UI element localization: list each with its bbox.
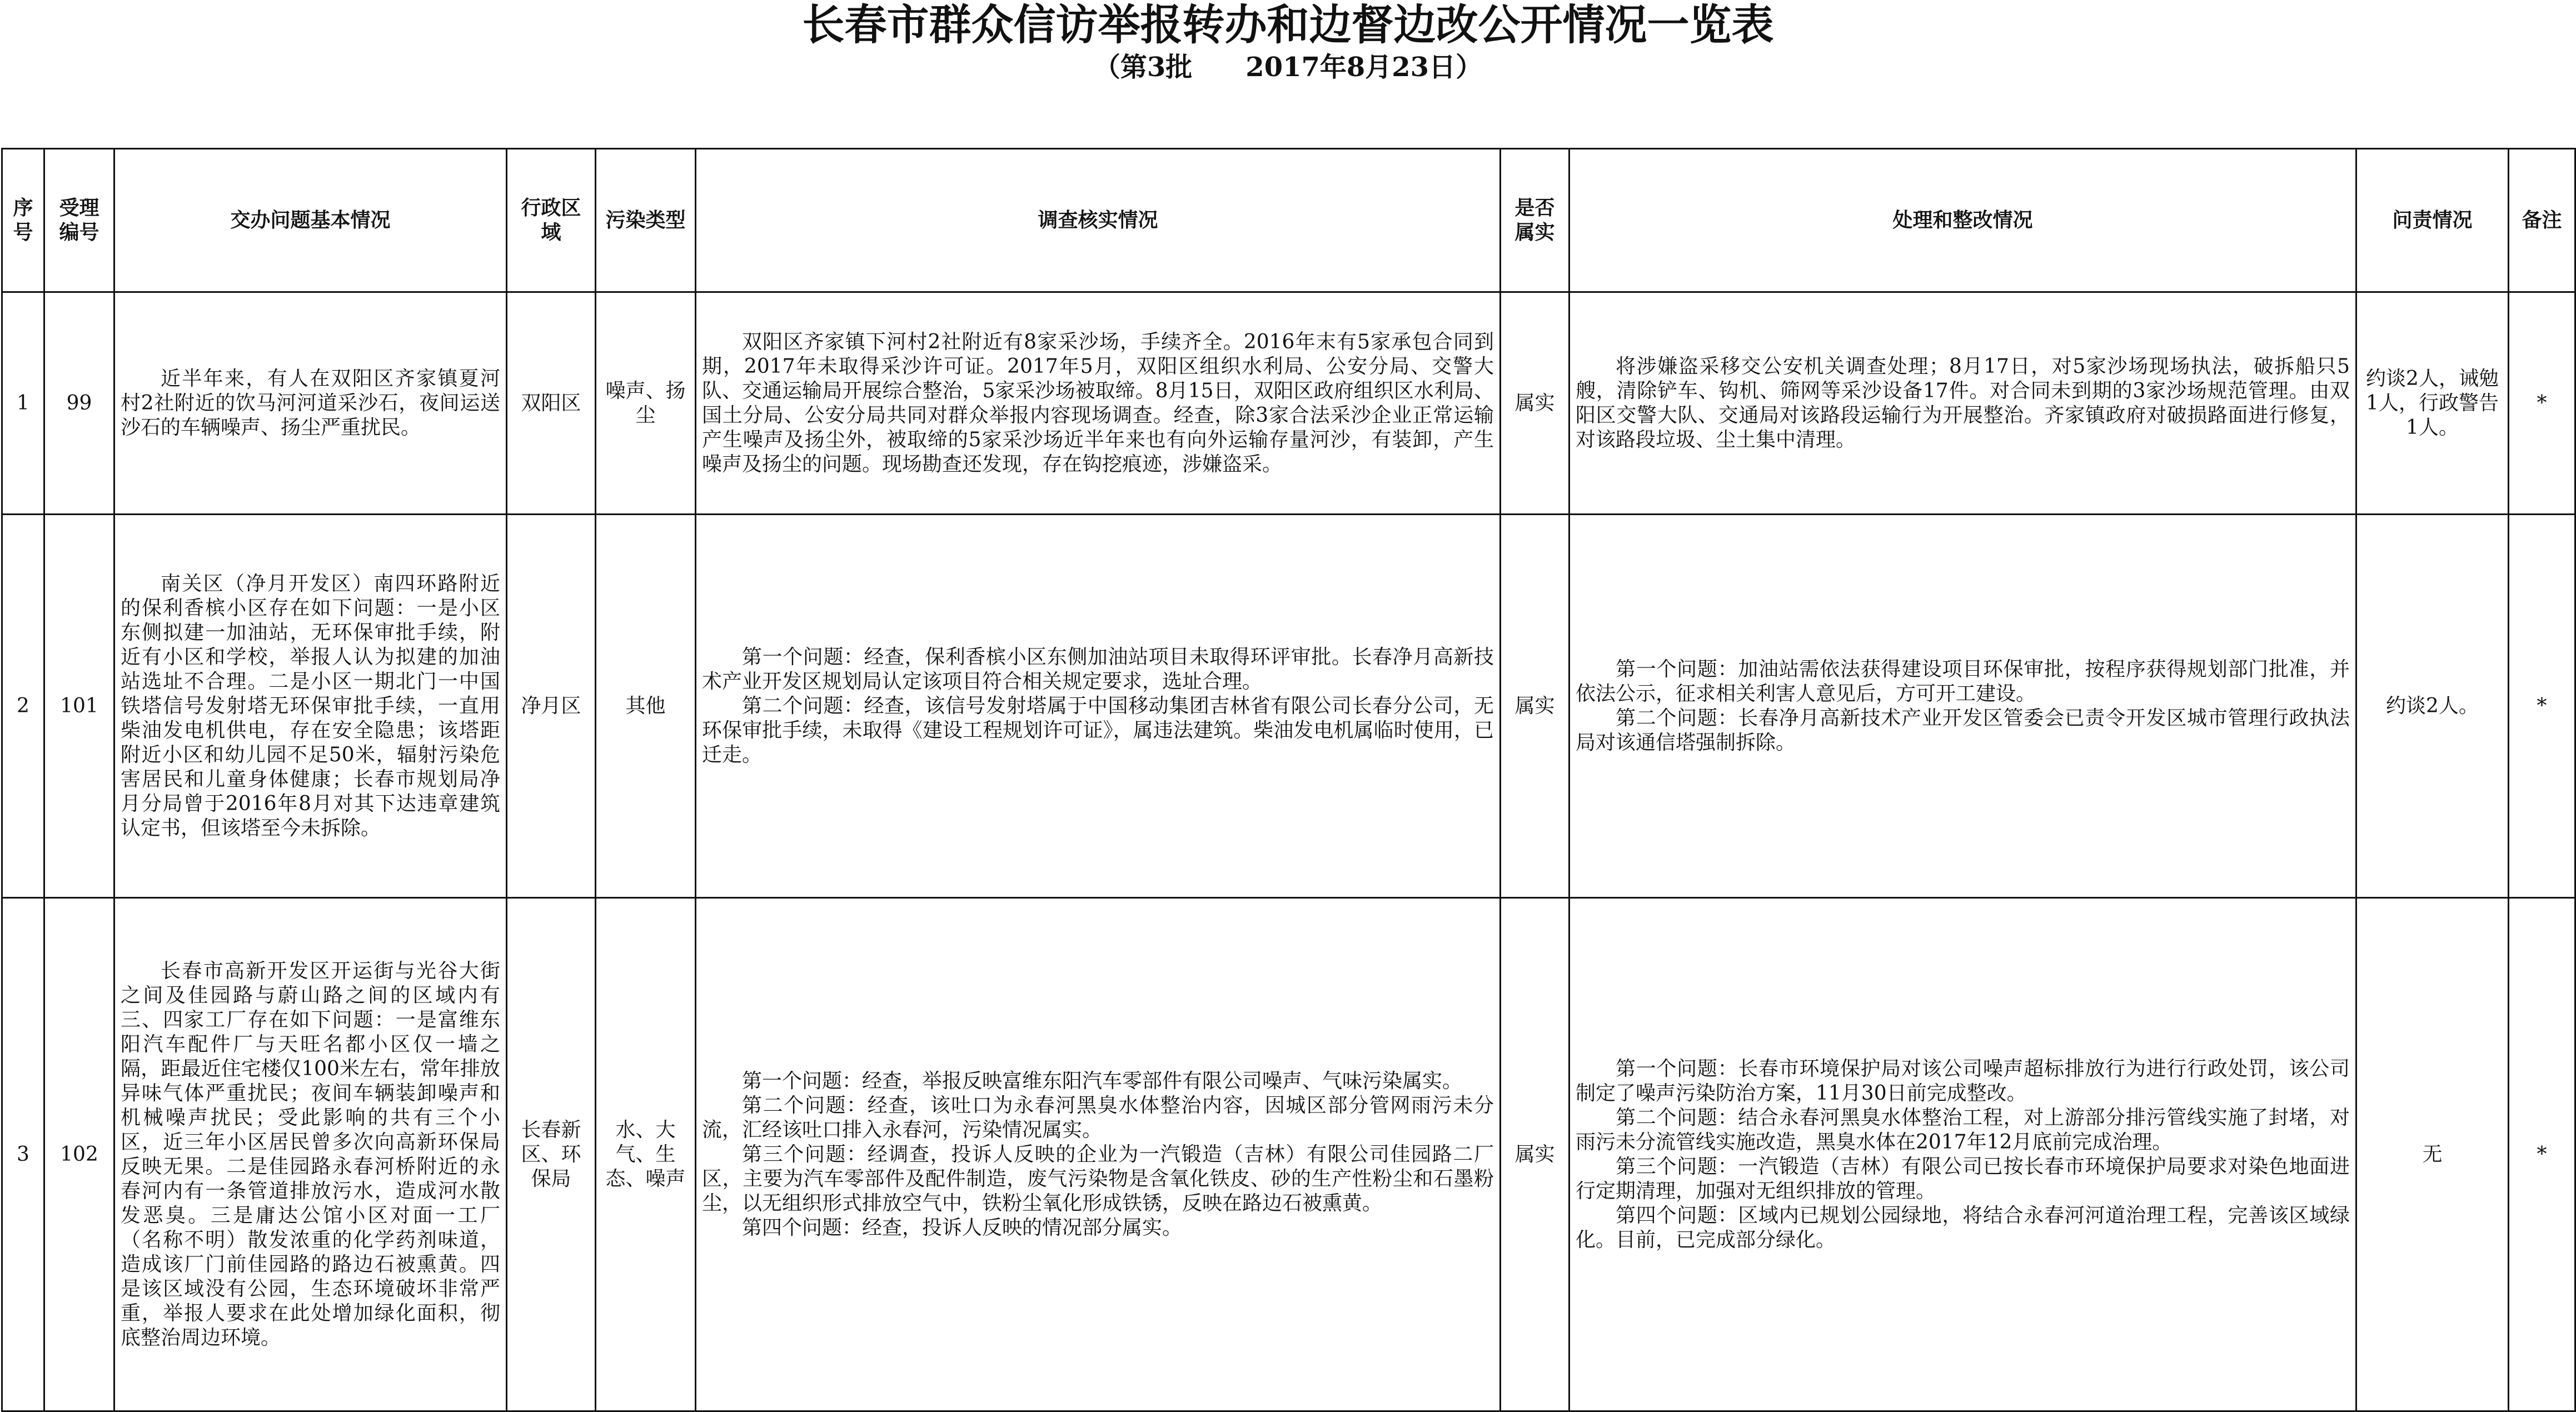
investigation-paragraph: 双阳区齐家镇下河村2社附近有8家采沙场，手续齐全。2016年末有5家承包合同到期，2017年未取得采沙许可证。2017年5月，双阳区组织水利局、公安分局、交警大队、交通运输局开展综合整治，5家采沙场被取缔。8月15日，双阳区政府组织区水利局、国土分局、公安分局共同对群众举报内容现场调查。经查，除3家合法采沙企业正常运输产生噪声及扬尘外，被取缔的5家采沙场近半年来也有向外运输存量河沙，有装卸，产生噪声及扬尘的问题。现场勘查还发现，存在钩挖痕迹，涉嫌盗采。 (702, 330, 1494, 476)
page-subtitle: （第3批 2017年8月23日） (1093, 52, 1483, 83)
cell-issue (114, 515, 507, 898)
cell-seq: 2 (2, 515, 44, 898)
cell-district: 双阳区 (507, 292, 596, 515)
handling-paragraph: 第二个问题：长春净月高新技术产业开发区管委会已责令开发区城市管理行政执法局对该通信塔强制拆除。 (1576, 706, 2350, 754)
cell-accountability: 约谈2人。 (2356, 515, 2509, 898)
cell-handling (1569, 898, 2356, 1411)
header-remark: 备注 (2509, 149, 2575, 292)
header-issue: 交办问题基本情况 (114, 149, 507, 292)
table-header-row (2, 149, 2575, 292)
cell-seq: 1 (2, 292, 44, 515)
header-handling: 处理和整改情况 (1569, 149, 2356, 292)
cell-investigation (696, 292, 1501, 515)
handling-paragraph: 将涉嫌盗采移交公安机关调查处理；8月17日，对5家沙场现场执法，破拆船只5艘，清除铲车、钩机、筛网等采沙设备17件。对合同未到期的3家沙场规范管理。由双阳区交警大队、交通局对该路段运输行为开展整治。齐家镇政府对破损路面进行修复，对该路段垃圾、尘土集中清理。 (1576, 355, 2350, 451)
cell-accountability: 约谈2人，诫勉1人，行政警告1人。 (2356, 292, 2509, 515)
page-title: 长春市群众信访举报转办和边督边改公开情况一览表 (802, 0, 1774, 49)
cell-handling (1569, 515, 2356, 898)
cell-verified: 属实 (1501, 515, 1569, 898)
cell-verified: 属实 (1501, 898, 1569, 1411)
cell-remark: * (2509, 515, 2575, 898)
cell-code: 99 (44, 292, 114, 515)
table-row (2, 292, 2575, 515)
cell-handling (1569, 292, 2356, 515)
handling-paragraph: 第三个问题：一汽锻造（吉林）有限公司已按长春市环境保护局要求对染色地面进行定期清理，加强对无组织排放的管理。 (1576, 1155, 2350, 1203)
cell-seq: 3 (2, 898, 44, 1411)
investigation-paragraph: 第二个问题：经查，该信号发射塔属于中国移动集团吉林省有限公司长春分公司，无环保审批手续，未取得《建设工程规划许可证》，属违法建筑。柴油发电机属临时使用，已迁走。 (702, 694, 1494, 766)
cell-verified: 属实 (1501, 292, 1569, 515)
cell-investigation (696, 898, 1501, 1411)
investigation-paragraph: 第三个问题：经调查，投诉人反映的企业为一汽锻造（吉林）有限公司佳园路二厂区，主要为汽车零部件及配件制造，废气污染物是含氧化铁皮、砂的生产性粉尘和石墨粉尘，以无组织形式排放空气中，铁粉尘氧化形成铁锈，反映在路边石被熏黄。 (702, 1142, 1494, 1215)
handling-paragraph: 第一个问题：加油站需依法获得建设项目环保审批，按程序获得规划部门批准，并依法公示，征求相关利害人意见后，方可开工建设。 (1576, 657, 2350, 705)
cell-pollution: 噪声、扬尘 (596, 292, 696, 515)
cell-district: 长春新区、环保局 (507, 898, 596, 1411)
header-seq: 序号 (2, 149, 44, 292)
handling-paragraph: 第二个问题：结合永春河黑臭水体整治工程，对上游部分排污管线实施了封堵，对雨污未分流管线实施改造，黑臭水体在2017年12月底前完成治理。 (1576, 1106, 2350, 1154)
investigation-paragraph: 第二个问题：经查，该吐口为永春河黑臭水体整治内容，因城区部分管网雨污未分流，汇经该吐口排入永春河，污染情况属实。 (702, 1094, 1494, 1141)
header-investigation: 调查核实情况 (696, 149, 1501, 292)
header-district: 行政区域 (507, 149, 596, 292)
cell-district: 净月区 (507, 515, 596, 898)
header-code: 受理编号 (44, 149, 114, 292)
cell-code: 101 (44, 515, 114, 898)
cell-issue (114, 292, 507, 515)
handling-paragraph: 第四个问题：区域内已规划公园绿地，将结合永春河河道治理工程，完善该区域绿化。目前，已完成部分绿化。 (1576, 1204, 2350, 1251)
cell-issue (114, 898, 507, 1411)
investigation-paragraph: 第四个问题：经查，投诉人反映的情况部分属实。 (742, 1216, 1183, 1239)
cell-accountability: 无 (2356, 898, 2509, 1411)
handling-paragraph: 第一个问题：长春市环境保护局对该公司噪声超标排放行为进行行政处罚，该公司制定了噪声污染防治方案，11月30日前完成整改。 (1576, 1057, 2350, 1105)
cell-code: 102 (44, 898, 114, 1411)
report-table (1, 148, 2576, 1412)
issue-text: 近半年来，有人在双阳区齐家镇夏河村2社附近的饮马河河道采沙石，夜间运送沙石的车辆噪声、扬尘严重扰民。 (121, 367, 500, 439)
investigation-paragraph: 第一个问题：经查，保利香槟小区东侧加油站项目未取得环评审批。长春净月高新技术产业开发区规划局认定该项目符合相关规定要求，选址合理。 (702, 645, 1494, 693)
header-verified: 是否属实 (1501, 149, 1569, 292)
issue-text: 长春市高新开发区开运街与光谷大街之间及佳园路与蔚山路之间的区域内有三、四家工厂存在如下问题：一是富维东阳汽车配件厂与天旺名都小区仅一墙之隔，距最近住宅楼仅100米左右，常年排放异味气体严重扰民；夜间车辆装卸噪声和机械噪声扰民；受此影响的共有三个小区，近三年小区居民曾多次向高新环保局反映无果。二是佳园路永春河桥附近的永春河内有一条管道排放污水，造成河水散发恶臭。三是庸达公馆小区对面一工厂（名称不明）散发浓重的化学药剂味道，造成该厂门前佳园路的路边石被熏黄。四是该区域没有公园，生态环境破坏非常严重，举报人要求在此处增加绿化面积，彻底整治周边环境。 (121, 959, 500, 1349)
table-row (2, 515, 2575, 898)
issue-text: 南关区（净月开发区）南四环路附近的保利香槟小区存在如下问题：一是小区东侧拟建一加油站，无环保审批手续，附近有小区和学校，举报人认为拟建的加油站选址不合理。二是小区一期北门一中国铁塔信号发射塔无环保审批手续，一直用柴油发电机供电，存在安全隐患；该塔距附近小区和幼儿园不足50米，辐射污染危害居民和儿童身体健康；长春市规划局净月分局曾于2016年8月对其下达违章建筑认定书，但该塔至今未拆除。 (121, 572, 500, 840)
header-accountability: 问责情况 (2356, 149, 2509, 292)
cell-remark: * (2509, 898, 2575, 1411)
cell-investigation (696, 515, 1501, 898)
cell-pollution: 水、大气、生态、噪声 (596, 898, 696, 1411)
cell-remark: * (2509, 292, 2575, 515)
header-pollution: 污染类型 (596, 149, 696, 292)
investigation-paragraph: 第一个问题：经查，举报反映富维东阳汽车零部件有限公司噪声、气味污染属实。 (742, 1069, 1463, 1092)
table-row (2, 898, 2575, 1411)
cell-pollution: 其他 (596, 515, 696, 898)
